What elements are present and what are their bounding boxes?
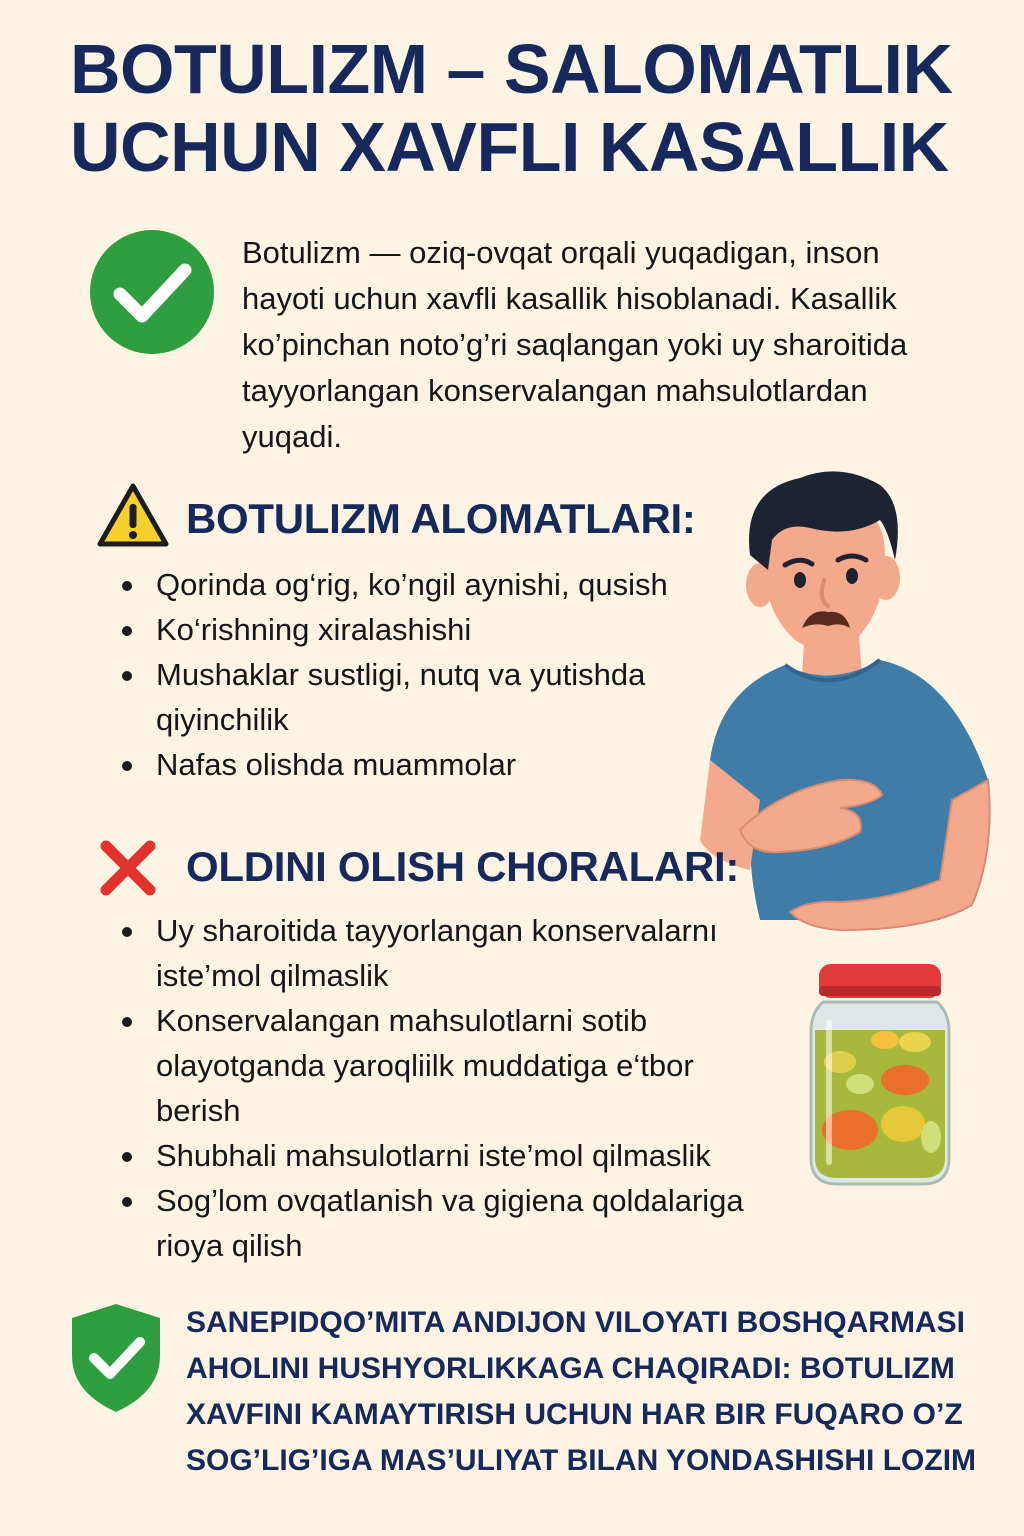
check-circle-icon [88, 228, 216, 356]
symptoms-list [120, 562, 720, 787]
shield-check-icon [66, 1300, 166, 1416]
prevention-heading: OLDINI OLISH CHORALARI: [186, 843, 740, 890]
symptoms-heading: BOTULIZM ALOMATLARI: [186, 495, 696, 542]
list-item: Qorinda og‘rig, ko’ngil aynishi, qusish [120, 562, 720, 607]
footer-text: SANEPIDQO’MITA ANDIJON VILOYATI BOSHQARMASI AHOLINI HUSHYORLIKKAGA CHAQIRADI: BOTULIZM XAVFINI KAMAYTIRISH UCHUN HAR BIR FUQARO O’Z SOG’LIG’IGA MAS’ULIYAT BILAN YONDASHISHI LOZIM [186, 1306, 977, 1477]
list-item: Shubhali mahsulotlarni iste’mol qilmaslik [120, 1133, 770, 1178]
page-title [70, 30, 1010, 186]
list-item: Sog’lom ovqatlanish va gigiena qoldalariga rioya qilish [120, 1178, 770, 1268]
warning-triangle-icon [96, 482, 170, 548]
title-line-2: UCHUN XAVFLI KASALLIK [70, 108, 949, 186]
list-item: Konservalangan mahsulotlarni sotib olayotganda yaroqliilk muddatiga e‘tbor berish [120, 998, 770, 1133]
red-x-icon [98, 838, 158, 898]
list-item: Uy sharoitida tayyorlangan konservalarnı iste’mol qilmaslik [120, 908, 770, 998]
prevention-list [120, 908, 770, 1268]
list-item: Nafas olishda muammolar [120, 742, 720, 787]
title-line-1: BOTULIZM – SALOMATLIK [70, 30, 953, 108]
pickle-jar-illustration [805, 962, 955, 1188]
intro-text: Botulizm — oziq-ovqat orqali yuqadigan, inson hayoti uchun xavfli kasallik hisoblanadi. Kasallik ko’pinchan noto’g’ri saqlangan yoki uy sharoitida tayyorlangan konservalangan mahsulotlardan yuqadi. [242, 235, 908, 454]
list-item: Mushaklar sustligi, nutq va yutishda qiyinchilik [120, 652, 720, 742]
list-item: Ko‘rishning xiralashishi [120, 607, 720, 652]
